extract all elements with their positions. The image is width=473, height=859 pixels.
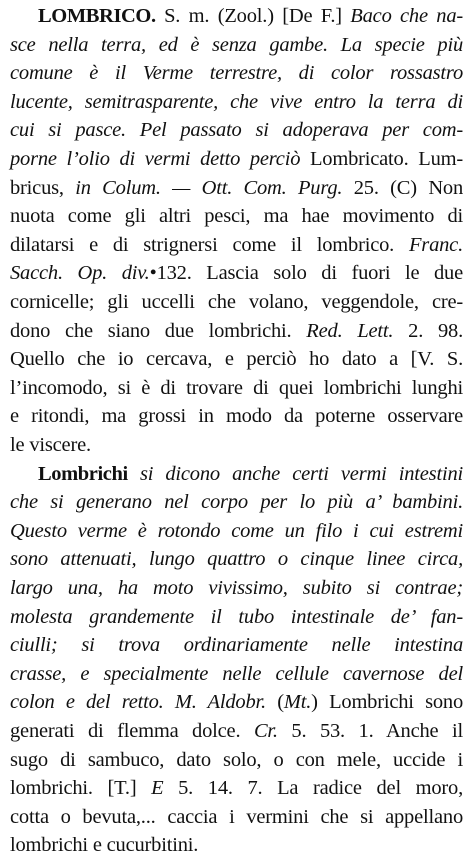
entry-text: E — [151, 777, 164, 800]
lombrico-entry-line — [10, 374, 463, 402]
entry-text: ) Lombrichi sono — [311, 691, 463, 714]
lombrichi-entry-line — [10, 545, 463, 573]
lombrico-entry-line — [10, 259, 463, 287]
entry-text: cotta o bevuta,... caccia i vermini che si appellano — [10, 805, 463, 828]
headword: Lombrichi — [38, 462, 128, 485]
lombrichi-entry-line — [10, 574, 463, 602]
entry-text: dono che siano due lombrichi. — [10, 319, 307, 342]
entry-text: nuota come gli altri pesci, ma hae movimento di — [10, 205, 463, 228]
entry-text: Baco che na- — [350, 5, 464, 27]
entry-text: che si generano nel corpo per lo più a’ bambini. — [10, 491, 463, 514]
lombrico-entry-line — [10, 59, 463, 87]
lombrichi-entry-line — [10, 803, 463, 831]
entry-text: colon e del retto. M. Aldobr. — [10, 691, 266, 714]
entry-text: ( — [265, 691, 284, 714]
lombrichi-entry-line — [10, 631, 463, 659]
lombrichi-entry-line — [10, 660, 463, 688]
lombrico-entry-line — [10, 31, 463, 59]
lombrichi-entry-line — [10, 774, 463, 802]
entry-text: bricus, — [10, 176, 76, 199]
entry-text: Quello che io cercava, e perciò ho dato a [V. S. — [10, 348, 463, 371]
entry-text: Red. Lett. — [306, 319, 394, 342]
lombrico-entry-line — [10, 317, 463, 345]
entry-text: l’incomodo, si è di trovare di quei lombrichi lunghi — [10, 376, 463, 399]
lombrichi-entry-line — [38, 460, 463, 488]
entry-text: 2. 98. — [393, 319, 463, 342]
entry-text: e ritondi, ma grossi in modo da poterne osservare — [10, 405, 463, 428]
entry-text: le viscere. — [10, 434, 91, 456]
lombrico-entry-line — [10, 116, 463, 144]
lombrico-entry-line — [10, 145, 463, 173]
entry-text: Cr. — [253, 720, 278, 742]
entry-text: cui si pasce. Pel passato si adoperava per com- — [10, 119, 463, 142]
lombrichi-entry-line — [10, 717, 463, 745]
entry-text: lombrichi e cucurbitini. — [10, 834, 199, 857]
lombrichi-entry-line — [10, 517, 463, 545]
lombrico-entry-line — [10, 88, 463, 116]
entry-text: crasse, e specialmente nelle cellule cavernose del — [10, 662, 463, 685]
entry-text: 5. 53. 1. Anche il — [277, 720, 464, 742]
entry-text: porne l’olio di vermi detto perciò — [10, 148, 310, 170]
entry-text: sono attenuati, lungo quattro o cinque linee circa, — [10, 548, 463, 571]
lombrico-entry-line — [10, 402, 463, 430]
lombrico-entry-line — [10, 288, 463, 316]
lombrichi-entry-line — [10, 831, 463, 859]
entry-text: 25. (C) Non — [342, 176, 464, 199]
entry-text: sugo di sambuco, dato solo, o con mele, uccide i — [10, 748, 463, 771]
headword: LOMBRICO. — [38, 5, 156, 27]
entry-text: •132. Lascia solo di fuori le due — [149, 262, 464, 285]
lombrico-entry-line — [10, 202, 463, 230]
entry-text: in Colum. — Ott. Com. Purg. — [75, 176, 343, 199]
lombrico-entry-line — [10, 174, 463, 202]
lombrichi-entry-line — [10, 603, 463, 631]
entry-text: molesta grandemente il tubo intestinale de’ fan- — [10, 605, 463, 628]
lombrico-entry-line — [38, 2, 463, 30]
entry-text: S. m. (Zool.) [De F.] — [155, 5, 351, 27]
entry-text: generati di flemma dolce. — [10, 720, 254, 742]
lombrico-entry-line — [10, 231, 463, 259]
entry-text: Lombricato. Lum- — [309, 148, 463, 170]
lombrichi-entry-line — [10, 688, 463, 716]
entry-text: lucente, semitrasparente, che vive entro la terra di — [10, 90, 463, 113]
lombrichi-entry-line — [10, 746, 463, 774]
entry-text: Mt. — [283, 691, 312, 714]
entry-text: 5. 14. 7. La radice del moro, — [163, 777, 463, 800]
entry-text: comune è il Verme terrestre, di color rossastro — [10, 62, 463, 85]
entry-text: sce nella terra, ed è senza gambe. La specie più — [10, 33, 463, 56]
entry-text: cornicelle; gli uccelli che volano, veggendole, cre- — [10, 291, 463, 313]
entry-text: dilatarsi e di strignersi come il lombrico. — [10, 233, 409, 256]
entry-text: largo una, ha moto vivissimo, subito si contrae; — [10, 577, 463, 599]
entry-text: ciulli; si trova ordinariamente nelle intestina — [10, 634, 463, 657]
entry-text: lombrichi. [T.] — [10, 777, 152, 800]
entry-text: Franc. — [408, 233, 463, 256]
lombrichi-entry-line — [10, 488, 463, 516]
lombrico-entry-line — [10, 431, 463, 459]
entry-text: Questo verme è rotondo come un filo i cui estremi — [10, 519, 463, 542]
entry-text: Sacch. Op. div. — [10, 262, 150, 285]
entry-text: si dicono anche certi vermi intestini — [127, 462, 463, 485]
lombrico-entry-line — [10, 345, 463, 373]
